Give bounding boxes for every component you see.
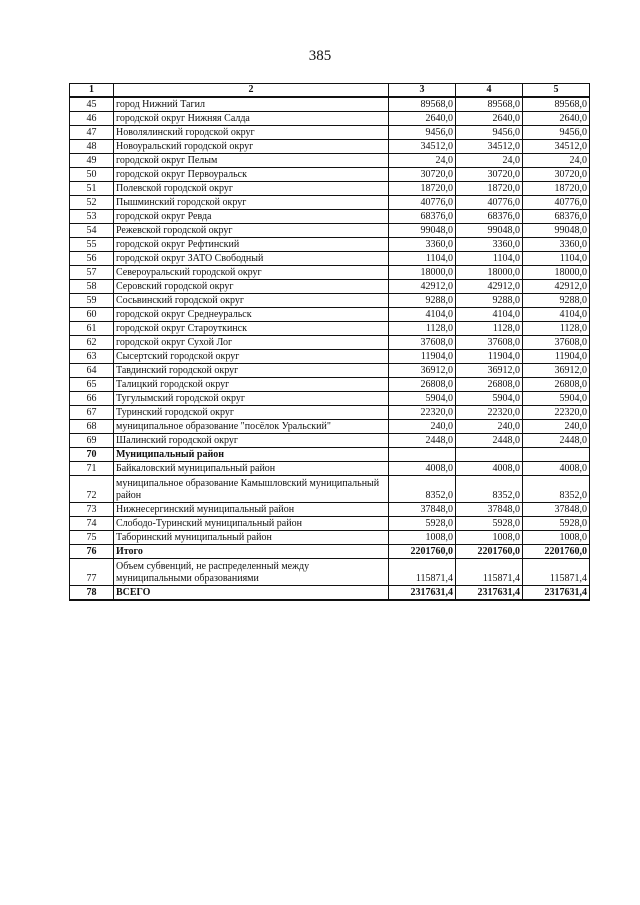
table-row xyxy=(70,420,590,434)
row-number-cell: 50 xyxy=(70,168,114,182)
value-col-5-cell: 18720,0 xyxy=(523,182,590,196)
value-col-4-cell: 68376,0 xyxy=(456,210,523,224)
value-col-4-cell: 4104,0 xyxy=(456,308,523,322)
value-col-5-cell: 22320,0 xyxy=(523,406,590,420)
table-row xyxy=(70,336,590,350)
value-col-3-cell: 240,0 xyxy=(389,420,456,434)
value-col-3-cell: 2448,0 xyxy=(389,434,456,448)
value-col-4-cell: 99048,0 xyxy=(456,224,523,238)
table-row xyxy=(70,503,590,517)
value-col-3-cell: 5928,0 xyxy=(389,517,456,531)
value-col-4-cell: 115871,4 xyxy=(456,559,523,586)
value-col-4-cell: 24,0 xyxy=(456,154,523,168)
value-col-5-cell: 68376,0 xyxy=(523,210,590,224)
table-row xyxy=(70,210,590,224)
value-col-5-cell: 9288,0 xyxy=(523,294,590,308)
table-row xyxy=(70,126,590,140)
value-col-4-cell: 2448,0 xyxy=(456,434,523,448)
value-col-3-cell: 42912,0 xyxy=(389,280,456,294)
value-col-4-cell: 18720,0 xyxy=(456,182,523,196)
municipality-name-cell: Шалинский городской округ xyxy=(114,434,389,448)
value-col-3-cell: 8352,0 xyxy=(389,476,456,503)
value-col-5-cell: 26808,0 xyxy=(523,378,590,392)
value-col-3-cell xyxy=(389,448,456,462)
header-col-1: 1 xyxy=(70,84,114,98)
value-col-5-cell: 89568,0 xyxy=(523,97,590,112)
municipality-name-cell: Полевской городской округ xyxy=(114,182,389,196)
municipality-name-cell: Пышминский городской округ xyxy=(114,196,389,210)
value-col-3-cell: 30720,0 xyxy=(389,168,456,182)
row-number-cell: 65 xyxy=(70,378,114,392)
municipality-name-cell: Туринский городской округ xyxy=(114,406,389,420)
value-col-3-cell: 115871,4 xyxy=(389,559,456,586)
table-row xyxy=(70,154,590,168)
table-header-row xyxy=(70,84,590,98)
table-row xyxy=(70,545,590,559)
value-col-3-cell: 99048,0 xyxy=(389,224,456,238)
value-col-4-cell: 8352,0 xyxy=(456,476,523,503)
value-col-4-cell: 9456,0 xyxy=(456,126,523,140)
value-col-5-cell: 40776,0 xyxy=(523,196,590,210)
value-col-5-cell: 9456,0 xyxy=(523,126,590,140)
table-row xyxy=(70,196,590,210)
value-col-5-cell: 2640,0 xyxy=(523,112,590,126)
municipality-name-cell: ВСЕГО xyxy=(114,586,389,601)
value-col-3-cell: 1104,0 xyxy=(389,252,456,266)
value-col-4-cell: 5904,0 xyxy=(456,392,523,406)
value-col-5-cell: 5928,0 xyxy=(523,517,590,531)
value-col-3-cell: 24,0 xyxy=(389,154,456,168)
row-number-cell: 46 xyxy=(70,112,114,126)
municipality-name-cell: городской округ Пелым xyxy=(114,154,389,168)
municipality-name-cell: Серовский городской округ xyxy=(114,280,389,294)
row-number-cell: 67 xyxy=(70,406,114,420)
value-col-5-cell: 36912,0 xyxy=(523,364,590,378)
subvention-table xyxy=(69,83,590,601)
value-col-3-cell: 9288,0 xyxy=(389,294,456,308)
municipality-name-cell: Новолялинский городской округ xyxy=(114,126,389,140)
value-col-4-cell: 37848,0 xyxy=(456,503,523,517)
row-number-cell: 63 xyxy=(70,350,114,364)
value-col-3-cell: 89568,0 xyxy=(389,97,456,112)
value-col-3-cell: 1128,0 xyxy=(389,322,456,336)
value-col-5-cell: 42912,0 xyxy=(523,280,590,294)
value-col-4-cell: 30720,0 xyxy=(456,168,523,182)
table-row xyxy=(70,392,590,406)
value-col-5-cell: 4008,0 xyxy=(523,462,590,476)
table-body xyxy=(70,97,590,600)
municipality-name-cell: городской округ ЗАТО Свободный xyxy=(114,252,389,266)
table-row xyxy=(70,294,590,308)
table-row xyxy=(70,531,590,545)
table-row xyxy=(70,364,590,378)
value-col-4-cell: 1008,0 xyxy=(456,531,523,545)
municipality-name-cell: Новоуральский городской округ xyxy=(114,140,389,154)
value-col-5-cell xyxy=(523,448,590,462)
value-col-4-cell: 40776,0 xyxy=(456,196,523,210)
table-row xyxy=(70,168,590,182)
value-col-4-cell: 26808,0 xyxy=(456,378,523,392)
table-row xyxy=(70,322,590,336)
header-col-4: 4 xyxy=(456,84,523,98)
value-col-3-cell: 4104,0 xyxy=(389,308,456,322)
value-col-5-cell: 1104,0 xyxy=(523,252,590,266)
municipality-name-cell: Тавдинский городской округ xyxy=(114,364,389,378)
value-col-3-cell: 9456,0 xyxy=(389,126,456,140)
table-row xyxy=(70,112,590,126)
value-col-5-cell: 37608,0 xyxy=(523,336,590,350)
row-number-cell: 60 xyxy=(70,308,114,322)
value-col-4-cell xyxy=(456,448,523,462)
municipality-name-cell: городской округ Ревда xyxy=(114,210,389,224)
value-col-4-cell: 5928,0 xyxy=(456,517,523,531)
municipality-name-cell: Тугулымский городской округ xyxy=(114,392,389,406)
value-col-5-cell: 99048,0 xyxy=(523,224,590,238)
municipality-name-cell: городской округ Нижняя Салда xyxy=(114,112,389,126)
municipality-name-cell: городской округ Первоуральск xyxy=(114,168,389,182)
municipality-name-cell: Сысертский городской округ xyxy=(114,350,389,364)
municipality-name-cell: городской округ Староуткинск xyxy=(114,322,389,336)
value-col-5-cell: 3360,0 xyxy=(523,238,590,252)
value-col-4-cell: 89568,0 xyxy=(456,97,523,112)
row-number-cell: 72 xyxy=(70,476,114,503)
value-col-3-cell: 18000,0 xyxy=(389,266,456,280)
value-col-4-cell: 240,0 xyxy=(456,420,523,434)
value-col-4-cell: 37608,0 xyxy=(456,336,523,350)
municipality-name-cell: Объем субвенций, не распределенный между муниципальными образованиями xyxy=(114,559,389,586)
value-col-3-cell: 2640,0 xyxy=(389,112,456,126)
value-col-4-cell: 18000,0 xyxy=(456,266,523,280)
municipality-name-cell: Слободо-Туринский муниципальный район xyxy=(114,517,389,531)
table-row xyxy=(70,406,590,420)
value-col-4-cell: 4008,0 xyxy=(456,462,523,476)
value-col-3-cell: 26808,0 xyxy=(389,378,456,392)
municipality-name-cell: Муниципальный район xyxy=(114,448,389,462)
value-col-3-cell: 11904,0 xyxy=(389,350,456,364)
row-number-cell: 71 xyxy=(70,462,114,476)
table-row xyxy=(70,266,590,280)
row-number-cell: 66 xyxy=(70,392,114,406)
municipality-name-cell: городской округ Рефтинский xyxy=(114,238,389,252)
row-number-cell: 73 xyxy=(70,503,114,517)
row-number-cell: 64 xyxy=(70,364,114,378)
table-row xyxy=(70,378,590,392)
value-col-3-cell: 37608,0 xyxy=(389,336,456,350)
row-number-cell: 62 xyxy=(70,336,114,350)
row-number-cell: 77 xyxy=(70,559,114,586)
value-col-3-cell: 18720,0 xyxy=(389,182,456,196)
value-col-3-cell: 2317631,4 xyxy=(389,586,456,601)
table-row xyxy=(70,97,590,112)
row-number-cell: 51 xyxy=(70,182,114,196)
municipality-name-cell: муниципальное образование "посёлок Уральский" xyxy=(114,420,389,434)
value-col-4-cell: 2317631,4 xyxy=(456,586,523,601)
value-col-5-cell: 18000,0 xyxy=(523,266,590,280)
municipality-name-cell: Таборинский муниципальный район xyxy=(114,531,389,545)
table-row xyxy=(70,238,590,252)
municipality-name-cell: Талицкий городской округ xyxy=(114,378,389,392)
row-number-cell: 45 xyxy=(70,97,114,112)
value-col-5-cell: 34512,0 xyxy=(523,140,590,154)
value-col-3-cell: 68376,0 xyxy=(389,210,456,224)
municipality-name-cell: Режевской городской округ xyxy=(114,224,389,238)
value-col-4-cell: 22320,0 xyxy=(456,406,523,420)
value-col-3-cell: 37848,0 xyxy=(389,503,456,517)
value-col-4-cell: 3360,0 xyxy=(456,238,523,252)
municipality-name-cell: городской округ Среднеуральск xyxy=(114,308,389,322)
municipality-name-cell: Байкаловский муниципальный район xyxy=(114,462,389,476)
value-col-5-cell: 2201760,0 xyxy=(523,545,590,559)
row-number-cell: 57 xyxy=(70,266,114,280)
row-number-cell: 70 xyxy=(70,448,114,462)
value-col-4-cell: 2640,0 xyxy=(456,112,523,126)
municipality-name-cell: городской округ Сухой Лог xyxy=(114,336,389,350)
municipality-name-cell: город Нижний Тагил xyxy=(114,97,389,112)
value-col-5-cell: 1128,0 xyxy=(523,322,590,336)
header-col-5: 5 xyxy=(523,84,590,98)
municipality-name-cell: Сосьвинский городской округ xyxy=(114,294,389,308)
header-col-2: 2 xyxy=(114,84,389,98)
value-col-5-cell: 2317631,4 xyxy=(523,586,590,601)
table-row xyxy=(70,224,590,238)
table-row xyxy=(70,476,590,503)
value-col-5-cell: 8352,0 xyxy=(523,476,590,503)
table-row xyxy=(70,140,590,154)
value-col-3-cell: 4008,0 xyxy=(389,462,456,476)
page-number: 385 xyxy=(308,48,332,64)
table-row xyxy=(70,462,590,476)
row-number-cell: 68 xyxy=(70,420,114,434)
table-row xyxy=(70,280,590,294)
value-col-4-cell: 36912,0 xyxy=(456,364,523,378)
value-col-4-cell: 1104,0 xyxy=(456,252,523,266)
municipality-name-cell: Североуральский городской округ xyxy=(114,266,389,280)
row-number-cell: 52 xyxy=(70,196,114,210)
value-col-3-cell: 3360,0 xyxy=(389,238,456,252)
value-col-4-cell: 9288,0 xyxy=(456,294,523,308)
row-number-cell: 56 xyxy=(70,252,114,266)
value-col-5-cell: 37848,0 xyxy=(523,503,590,517)
municipality-name-cell: Итого xyxy=(114,545,389,559)
value-col-3-cell: 34512,0 xyxy=(389,140,456,154)
table-row xyxy=(70,182,590,196)
row-number-cell: 58 xyxy=(70,280,114,294)
row-number-cell: 48 xyxy=(70,140,114,154)
table-row xyxy=(70,586,590,601)
table-row xyxy=(70,308,590,322)
value-col-5-cell: 11904,0 xyxy=(523,350,590,364)
row-number-cell: 49 xyxy=(70,154,114,168)
value-col-5-cell: 30720,0 xyxy=(523,168,590,182)
value-col-4-cell: 42912,0 xyxy=(456,280,523,294)
value-col-3-cell: 2201760,0 xyxy=(389,545,456,559)
value-col-3-cell: 36912,0 xyxy=(389,364,456,378)
table-row xyxy=(70,448,590,462)
row-number-cell: 69 xyxy=(70,434,114,448)
municipality-name-cell: Нижнесергинский муниципальный район xyxy=(114,503,389,517)
value-col-5-cell: 2448,0 xyxy=(523,434,590,448)
value-col-4-cell: 1128,0 xyxy=(456,322,523,336)
row-number-cell: 59 xyxy=(70,294,114,308)
value-col-4-cell: 34512,0 xyxy=(456,140,523,154)
value-col-3-cell: 40776,0 xyxy=(389,196,456,210)
row-number-cell: 54 xyxy=(70,224,114,238)
table-row xyxy=(70,434,590,448)
row-number-cell: 76 xyxy=(70,545,114,559)
row-number-cell: 55 xyxy=(70,238,114,252)
municipality-name-cell: муниципальное образование Камышловский муниципальный район xyxy=(114,476,389,503)
value-col-5-cell: 1008,0 xyxy=(523,531,590,545)
value-col-3-cell: 22320,0 xyxy=(389,406,456,420)
row-number-cell: 78 xyxy=(70,586,114,601)
value-col-4-cell: 11904,0 xyxy=(456,350,523,364)
row-number-cell: 75 xyxy=(70,531,114,545)
value-col-5-cell: 5904,0 xyxy=(523,392,590,406)
row-number-cell: 74 xyxy=(70,517,114,531)
table-row xyxy=(70,350,590,364)
value-col-5-cell: 115871,4 xyxy=(523,559,590,586)
value-col-5-cell: 240,0 xyxy=(523,420,590,434)
table-row xyxy=(70,517,590,531)
value-col-4-cell: 2201760,0 xyxy=(456,545,523,559)
value-col-3-cell: 5904,0 xyxy=(389,392,456,406)
row-number-cell: 53 xyxy=(70,210,114,224)
table-row xyxy=(70,252,590,266)
value-col-5-cell: 24,0 xyxy=(523,154,590,168)
row-number-cell: 61 xyxy=(70,322,114,336)
header-col-3: 3 xyxy=(389,84,456,98)
table-row xyxy=(70,559,590,586)
value-col-3-cell: 1008,0 xyxy=(389,531,456,545)
value-col-5-cell: 4104,0 xyxy=(523,308,590,322)
row-number-cell: 47 xyxy=(70,126,114,140)
